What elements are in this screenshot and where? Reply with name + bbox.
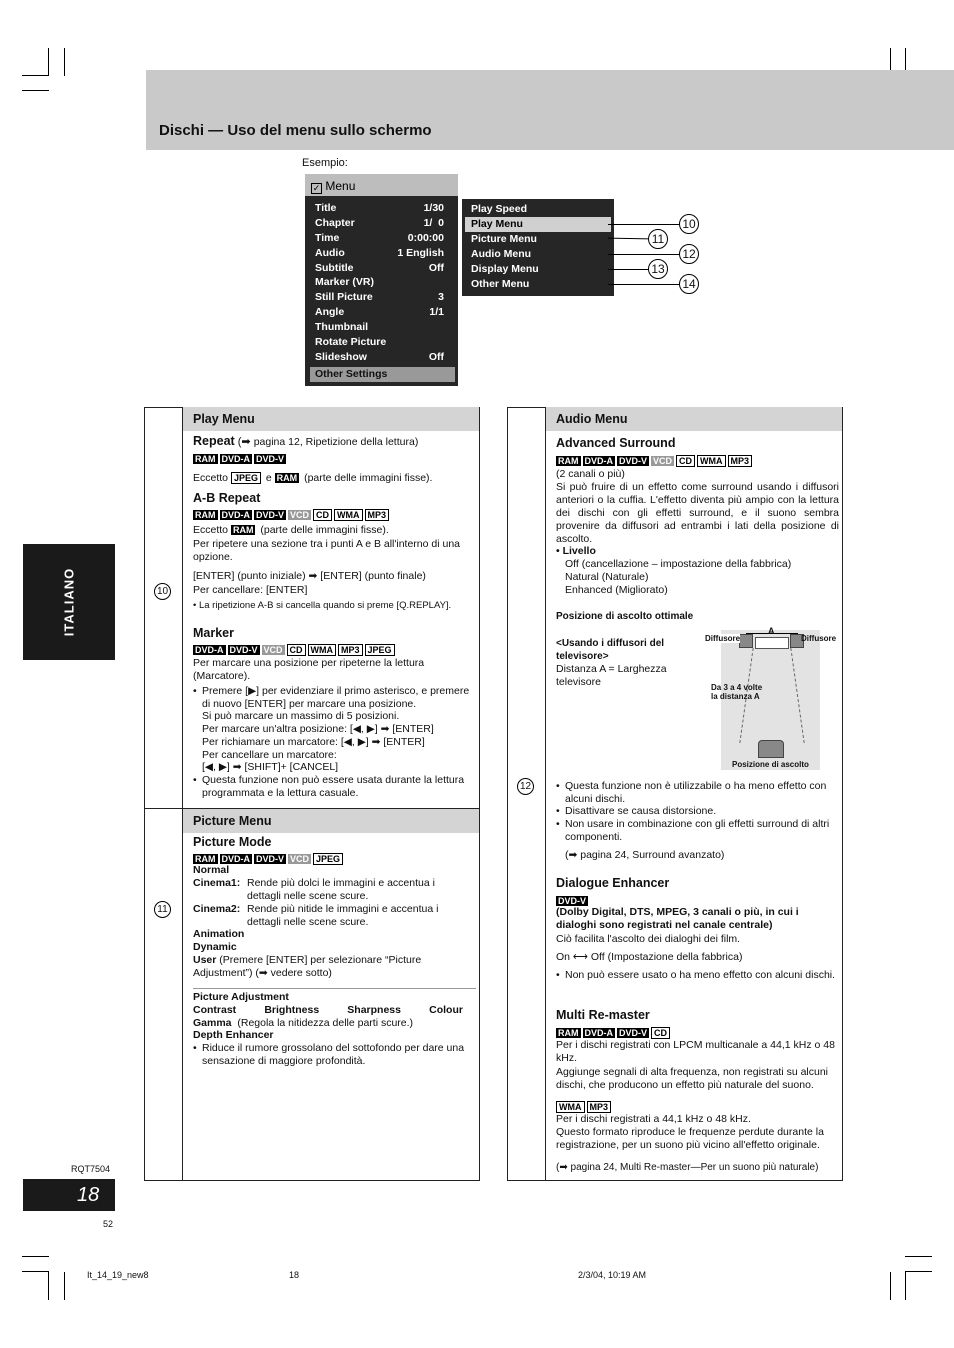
- callout-13: 13: [648, 259, 668, 279]
- remaster-desc-3: Per i dischi registrati a 44,1 kHz o 48 kHz.: [556, 1113, 751, 1125]
- mode-cinema1-desc: Rende più dolci le immagini e accentua i dettagli nelle scene scure.: [247, 877, 435, 902]
- repeat-badges: RAM DVD-A DVD-V: [195, 454, 285, 465]
- arrow-icon: ➡: [559, 1162, 568, 1173]
- arrow-icon: ➡: [568, 849, 578, 861]
- mode-cinema2: Cinema2:: [193, 903, 241, 915]
- osd-row[interactable]: Marker (VR): [315, 276, 374, 288]
- marker-b1c: Per marcare un'altra posizione: [◀, ▶] ➡ [ENTER]: [202, 723, 434, 735]
- repeat-line: Repeat (➡ pagina 12, Ripetizione della lettura): [193, 434, 419, 448]
- marker-b1: Premere [▶] per evidenziare il primo asterisco, e premere di nuovo [ENTER] per marcare una posizione.: [202, 685, 470, 710]
- marker-b1e: Per cancellare un marcatore:: [202, 749, 337, 761]
- repeat-except: Eccetto JPEG e RAM (parte delle immagini fisse).: [193, 472, 433, 484]
- depth-title: Depth Enhancer: [193, 1029, 274, 1041]
- play-menu-header: Play Menu: [183, 407, 479, 431]
- remaster-badges: RAM DVD-A DVD-V CD: [556, 1027, 672, 1040]
- osd-main-menu: [305, 174, 458, 386]
- dialogue-desc: Ciò facilita l'ascolto dei dialoghi dei film.: [556, 933, 741, 945]
- mode-cinema1: Cinema1:: [193, 877, 241, 889]
- callout-12: 12: [679, 244, 699, 264]
- footer-page: 18: [289, 1270, 300, 1280]
- dialogue-badge: DVD-V: [558, 896, 587, 907]
- position-title: Posizione di ascolto ottimale: [556, 611, 694, 622]
- arrow-icon: ➡: [241, 436, 251, 448]
- footer-file: It_14_19_new8: [87, 1270, 149, 1280]
- submenu-item[interactable]: Picture Menu: [471, 233, 537, 245]
- osd-row[interactable]: Still Picture 3: [315, 291, 444, 303]
- position-distance: Distanza A = Larghezza televisore: [556, 663, 667, 688]
- osd-other-settings[interactable]: Other Settings: [310, 367, 455, 382]
- adjustment-title: Picture Adjustment: [193, 991, 289, 1003]
- marker-b1b: Si può marcare un massimo di 5 posizioni.: [202, 710, 400, 722]
- submenu-item[interactable]: Audio Menu: [471, 248, 532, 260]
- section-number-12: 12: [517, 778, 534, 795]
- crop-mark: [22, 90, 49, 91]
- surround-channels: (2 canali o più): [556, 468, 625, 480]
- position-using: <Usando i diffusori del televisore>: [556, 638, 665, 662]
- crop-mark: [22, 75, 49, 76]
- surround-badges: RAM DVD-A DVD-V VCD CD WMA MP3: [556, 455, 754, 468]
- surround-title: Advanced Surround: [556, 436, 676, 450]
- language-tab: [23, 544, 115, 660]
- ab-desc: Per ripetere una sezione tra i punti A e B all'interno di una opzione.: [193, 538, 461, 563]
- ab-cancel: Per cancellare: [ENTER]: [193, 584, 308, 596]
- note-bullet: •: [556, 805, 560, 817]
- mode-user: User (Premere [ENTER] per selezionare “Picture Adjustment”) (➡ vedere sotto): [193, 954, 422, 979]
- dialogue-on-off: On ⟷ Off (Impostazione della fabbrica): [556, 951, 743, 963]
- osd-row[interactable]: Audio 1 English: [315, 247, 444, 259]
- language-tab-label: ITALIANO: [61, 567, 77, 637]
- picture-mode-title: Picture Mode: [193, 835, 272, 849]
- note-bullet: •: [556, 780, 560, 792]
- diagram-speaker-right: Diffusore: [801, 634, 837, 643]
- tv-icon: [755, 637, 789, 649]
- menu-check-icon: ✓: [312, 183, 321, 193]
- livello-2: Natural (Naturale): [565, 571, 649, 583]
- dialogue-title: Dialogue Enhancer: [556, 876, 670, 890]
- livello-title: • Livello: [556, 545, 596, 557]
- adjustment-items: Contrast Brightness Sharpness Colour: [193, 1004, 463, 1016]
- surround-desc: Si può fruire di un effetto come surround usando i diffusori anteriori o la cuffia. L'effetto diventa più ampio con la lettura dei dischi con gli effetti surround, e il suono sembra provenire da diffusori ad entrambi i lati della posizione di ascolto.: [556, 481, 839, 545]
- submenu-item-selected[interactable]: Play Menu: [465, 217, 611, 232]
- crop-mark: [48, 1272, 49, 1300]
- osd-row[interactable]: Chapter 1/ 0: [315, 217, 444, 229]
- depth-bullet: •: [193, 1042, 197, 1054]
- osd-row[interactable]: Subtitle Off: [315, 262, 444, 274]
- note-2: Disattivare se causa distorsione.: [565, 805, 717, 817]
- remaster-desc-2: Aggiunge segnali di alta frequenza, non registrati su alcuni dischi, che producono un effetto più naturale del suono.: [556, 1066, 829, 1091]
- picture-menu-header: Picture Menu: [183, 809, 479, 833]
- crop-mark: [64, 1272, 65, 1300]
- crop-mark: [22, 1256, 49, 1257]
- page-sub-number: 52: [103, 1219, 114, 1229]
- dialogue-cond: (Dolby Digital, DTS, MPEG, 3 canali o più, in cui i dialoghi sono registrati nel canale centrale): [556, 906, 799, 931]
- mode-dynamic: Dynamic: [193, 941, 237, 953]
- marker-desc: Per marcare una posizione per ripeterne la lettura (Marcatore).: [193, 657, 425, 682]
- remaster-desc-4: Questo formato riproduce le frequenze perdute durante la registrazione, per un suono più vicino all'effetto originale.: [556, 1126, 824, 1151]
- crop-mark: [48, 48, 49, 76]
- picture-mode-badges: RAM DVD-A DVD-V VCD JPEG: [193, 853, 345, 866]
- osd-row[interactable]: Slideshow Off: [315, 351, 444, 363]
- remaster-badges-2: WMA MP3: [556, 1101, 613, 1114]
- depth-desc: Riduce il rumore grossolano del sottofondo per dare una sensazione di maggiore profondità.: [202, 1042, 465, 1067]
- dialogue-bullet: •: [556, 969, 560, 981]
- osd-row[interactable]: Rotate Picture: [315, 336, 387, 348]
- note-1: Questa funzione non è utilizzabile o ha meno effetto con alcuni dischi.: [565, 780, 827, 805]
- marker-title: Marker: [193, 626, 234, 640]
- diagram-distance: Da 3 a 4 volte la distanza A: [711, 683, 763, 701]
- submenu-item[interactable]: Play Speed: [471, 203, 528, 215]
- osd-row[interactable]: Time 0:00:00: [315, 232, 444, 244]
- callout-line: [608, 238, 650, 240]
- osd-submenu: [462, 199, 614, 296]
- crop-mark: [22, 1271, 49, 1272]
- listener-icon: [758, 740, 784, 758]
- remaster-desc-1: Per i dischi registrati con LPCM multicanale a 44,1 kHz o 48 kHz.: [556, 1039, 835, 1064]
- note-ref: (➡ pagina 24, Surround avanzato): [565, 849, 725, 861]
- divider: [193, 988, 476, 989]
- example-label: Esempio:: [302, 157, 348, 169]
- section-number-10: 10: [154, 583, 171, 600]
- callout-line: [608, 284, 680, 285]
- mode-normal: Normal: [193, 864, 230, 876]
- gamma-line: Gamma (Regola la nitidezza delle parti scure.): [193, 1017, 414, 1029]
- section-number-11: 11: [154, 901, 171, 918]
- ab-repeat-title: A-B Repeat: [193, 491, 261, 505]
- callout-line: [608, 224, 680, 225]
- diagram-a-label: A: [768, 626, 775, 636]
- submenu-item[interactable]: Display Menu: [471, 263, 539, 275]
- diagram-speaker-left: Diffusore: [705, 634, 741, 643]
- note-3: Non usare in combinazione con gli effetti surround di altri componenti.: [565, 818, 830, 843]
- marker-bullet-2: •: [193, 774, 197, 786]
- osd-row[interactable]: Angle 1/1: [315, 306, 444, 318]
- ab-except: Eccetto RAM (parte delle immagini fisse).: [193, 524, 389, 536]
- mode-animation: Animation: [193, 928, 245, 940]
- page-title: Dischi — Uso del menu sullo schermo: [159, 122, 432, 139]
- osd-title: Menu: [325, 179, 356, 193]
- submenu-item[interactable]: Other Menu: [471, 278, 530, 290]
- ab-sequence: [ENTER] (punto iniziale) ➡ [ENTER] (punto finale): [193, 570, 426, 582]
- left-number-column: [144, 407, 183, 1181]
- marker-bullet-1: •: [193, 685, 197, 697]
- model-number: RQT7504: [71, 1164, 111, 1174]
- mode-cinema2-desc: Rende più nitide le immagini e accentua i dettagli nelle scene scure.: [247, 903, 439, 928]
- marker-b2: Questa funzione non può essere usata durante la lettura programmata e la lettura casuale.: [202, 774, 465, 799]
- note-bullet: •: [556, 818, 560, 830]
- diagram-position: Posizione di ascolto: [732, 760, 809, 769]
- marker-b1f: [◀, ▶] ➡ [SHIFT]+ [CANCEL]: [202, 761, 339, 773]
- osd-row[interactable]: Thumbnail: [315, 321, 369, 333]
- footer-date: 2/3/04, 10:19 AM: [578, 1270, 647, 1280]
- callout-11: 11: [648, 229, 668, 249]
- ab-note: • La ripetizione A-B si cancella quando si preme [Q.REPLAY].: [193, 600, 452, 611]
- dialogue-note: Non può essere usato o ha meno effetto con alcuni dischi.: [565, 969, 836, 981]
- crop-mark: [890, 1272, 891, 1300]
- marker-badges: DVD-A DVD-V VCD CD WMA MP3 JPEG: [193, 644, 397, 657]
- audio-menu-header: Audio Menu: [546, 407, 842, 431]
- callout-14: 14: [679, 274, 699, 294]
- remaster-title: Multi Re-master: [556, 1008, 650, 1022]
- livello-1: Off (cancellazione – impostazione della fabbrica): [565, 558, 792, 570]
- callout-line: [608, 269, 650, 270]
- callout-10: 10: [679, 214, 699, 234]
- callout-line: [608, 254, 680, 255]
- osd-title-bar: [305, 174, 458, 196]
- crop-mark: [905, 1256, 932, 1257]
- livello-3: Enhanced (Migliorato): [565, 584, 668, 596]
- crop-mark: [64, 48, 65, 76]
- page-number: 18: [23, 1179, 115, 1211]
- arrow-icon: ➡: [308, 570, 318, 582]
- ab-badges: RAM DVD-A DVD-V VCD CD WMA MP3: [193, 509, 391, 522]
- crop-mark: [905, 1272, 906, 1300]
- speaker-left-icon: [739, 634, 753, 648]
- marker-b1d: Per richiamare un marcatore: [◀, ▶] ➡ [ENTER]: [202, 736, 425, 748]
- osd-row[interactable]: Title 1/30: [315, 202, 444, 214]
- remaster-ref: (➡ pagina 24, Multi Re-master—Per un suono più naturale): [556, 1162, 819, 1173]
- crop-mark: [905, 1271, 932, 1272]
